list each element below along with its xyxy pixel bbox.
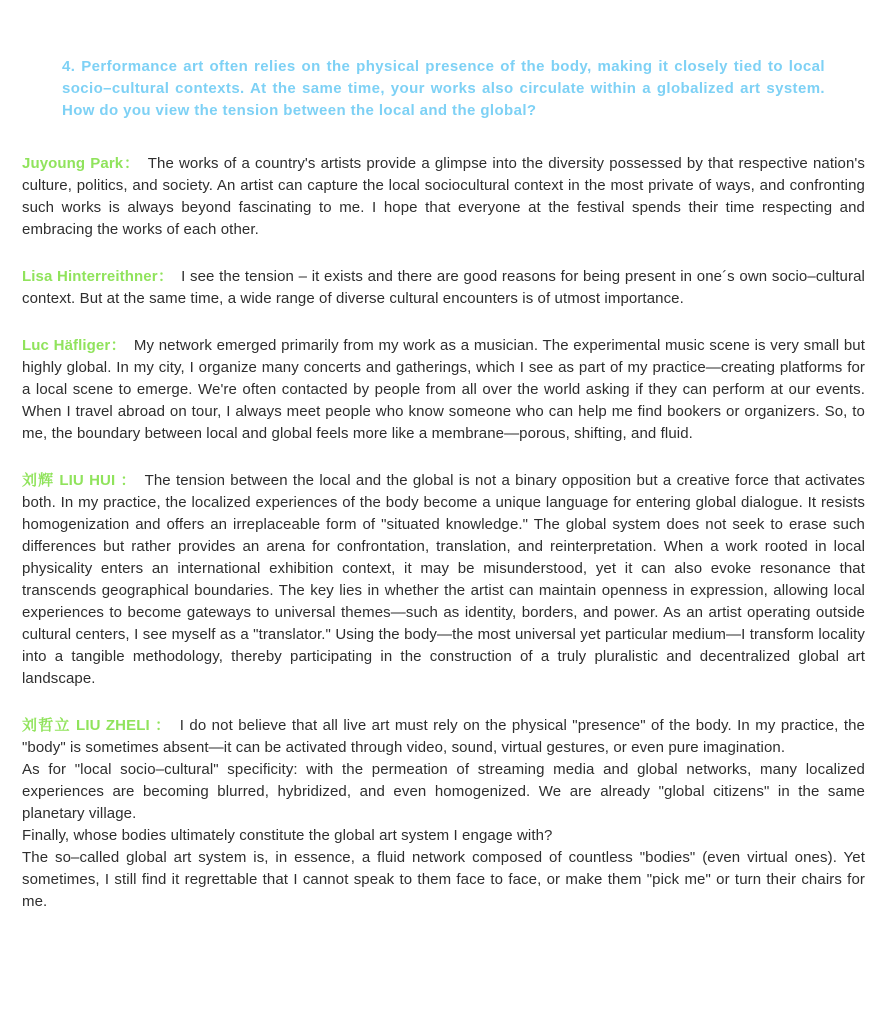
answer-text: I see the tension – it exists and there are good reasons for being present in one´s own socio–cultural context. But at the same time, a wide range of diverse cultural encounters is of utmost importance. xyxy=(22,268,865,307)
answer-text: The works of a country's artists provide a glimpse into the diversity possessed by that respective nation's culture, politics, and society. An artist can capture the local sociocultural context in the most private of ways, and confronting such works is always beyond fascinating to me. I hope that everyone at the festival spends their time respecting and embracing the works of each other. xyxy=(22,155,865,238)
answer-paragraph: The so–called global art system is, in essence, a fluid network composed of countless "bodies" (even virtual ones). Yet sometimes, I still find it regrettable that I cannot speak to them face to face, or make them "pick me" or turn their chairs for me. xyxy=(22,849,865,910)
answer-paragraph xyxy=(22,153,865,241)
answer-text: I do not believe that all live art must rely on the physical "presence" of the body. In my practice, the "body" is sometimes absent—it can be activated through video, sound, virtual gestures, or even pure imagination. xyxy=(22,717,865,756)
answer-block xyxy=(22,153,865,241)
answer-text: The tension between the local and the global is not a binary opposition but a creative force that activates both. In my practice, the localized experiences of the body become a unique language for entering global dialogue. It resists homogenization and offers an irreplaceable form of "situated knowledge." The global system does not seek to erase such differences but rather provides an arena for confrontation, translation, and reinterpretation. When a work rooted in local physicality enters an international exhibition context, it may be misunderstood, yet it can also evoke resonance that transcends geographical boundaries. The key lies in whether the artist can maintain openness in expression, allowing local experiences to become gateways to universal themes—such as identity, borders, and power. As an artist operating outside cultural centers, I see myself as a "translator." Using the body—the most universal yet particular medium—I transform locality into a tangible methodology, thereby participating in the construction of a truly pluralistic and decentralized global art landscape. xyxy=(22,472,865,687)
answer-paragraph xyxy=(22,715,865,759)
speaker-name: 刘哲立 LIU ZHELI ： xyxy=(22,717,172,734)
speaker-name: Lisa Hinterreithner： xyxy=(22,268,174,285)
answer-paragraph: Finally, whose bodies ultimately constitute the global art system I engage with? xyxy=(22,827,553,844)
answer-paragraph xyxy=(22,335,865,445)
speaker-name: Juyoung Park： xyxy=(22,155,140,172)
speaker-name: 刘辉 LIU HUI ： xyxy=(22,472,137,489)
answer-text: My network emerged primarily from my work as a musician. The experimental music scene is very small but highly global. In my city, I organize many concerts and gatherings, which I see as part of my practice—creating platforms for a local scene to emerge. We're often contacted by people from all over the world asking if they can perform at our events. When I travel abroad on tour, I always meet people who know someone who can help me find bookers or organizers. So, to me, the boundary between local and global feels more like a membrane—porous, shifting, and fluid. xyxy=(22,337,865,442)
answer-paragraph xyxy=(22,470,865,690)
answer-paragraph: As for "local socio–cultural" specificity: with the permeation of streaming media and global networks, many localized experiences are becoming blurred, hybridized, and even homogenized. We are already "global citizens" in the same planetary village. xyxy=(22,761,865,822)
answer-block xyxy=(22,266,865,310)
speaker-name: Luc Häfliger： xyxy=(22,337,127,354)
interview-question: 4. Performance art often relies on the physical presence of the body, making it closely tied to local socio–cultural contexts. At the same time, your works also circulate within a globalized art system. How do you view the tension between the local and the global? xyxy=(62,58,825,119)
answer-block xyxy=(22,335,865,445)
answer-block xyxy=(22,715,865,913)
answer-block xyxy=(22,470,865,690)
answer-paragraph xyxy=(22,266,865,310)
